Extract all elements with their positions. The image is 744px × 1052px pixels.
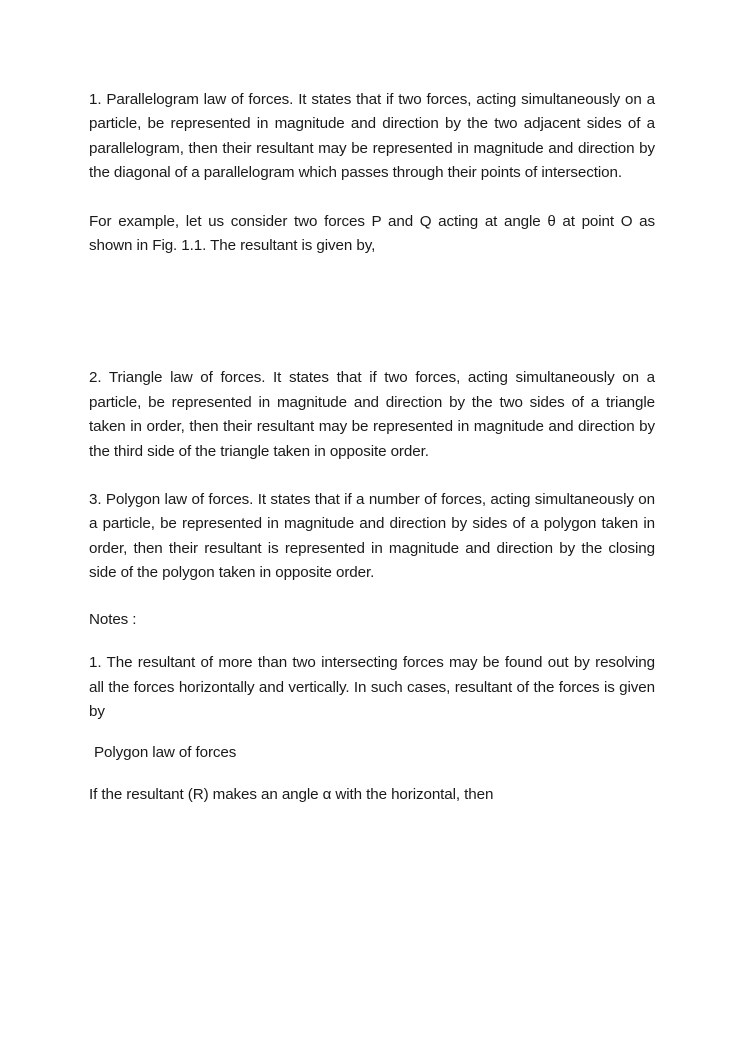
- note-1-resultant-angle-line: If the resultant (R) makes an angle α with the horizontal, then: [89, 785, 494, 803]
- note-1-polygon-law-label: Polygon law of forces: [94, 744, 237, 762]
- paragraph-spacer: [89, 766, 655, 783]
- paragraph-spacer: [89, 632, 655, 651]
- paragraph-triangle-law: 2. Triangle law of forces. It states that if two forces, acting simultaneously on a particle, be represented in magnitude and direction by the two sides of a triangle taken in order, then their resultant may be represented in magnitude and direction by the third side of the triangle taken in opposite order.: [89, 369, 655, 460]
- figure-equation-placeholder: [89, 258, 655, 366]
- paragraph-spacer: [89, 724, 655, 741]
- notes-heading: Notes :: [89, 610, 137, 628]
- paragraph-example-intro: For example, let us consider two forces P and Q acting at angle θ at point O as shown in Fig. 1.1. The resultant is given by,: [89, 212, 655, 255]
- paragraph-spacer: [89, 186, 655, 210]
- note-item-1: 1. The resultant of more than two intersecting forces may be found out by resolving all the forces horizontally and vertically. In such cases, resultant of the forces is given by: [89, 654, 655, 720]
- document-text-column: [89, 88, 655, 807]
- paragraph-spacer: [89, 464, 655, 488]
- paragraph-polygon-law: 3. Polygon law of forces. It states that if a number of forces, acting simultaneously on a particle, be represented in magnitude and direction by sides of a polygon taken in order, then their resultant is represented in magnitude and direction by the closing side of the polygon taken in opposite order.: [89, 491, 655, 582]
- paragraph-parallelogram-law: 1. Parallelogram law of forces. It states that if two forces, acting simultaneously on a particle, be represented in magnitude and direction by the two adjacent sides of a parallelogram, then their resultant may be represented in magnitude and direction by the diagonal of a parallelogram which passes through their points of intersection.: [89, 91, 655, 182]
- paragraph-spacer: [89, 586, 655, 608]
